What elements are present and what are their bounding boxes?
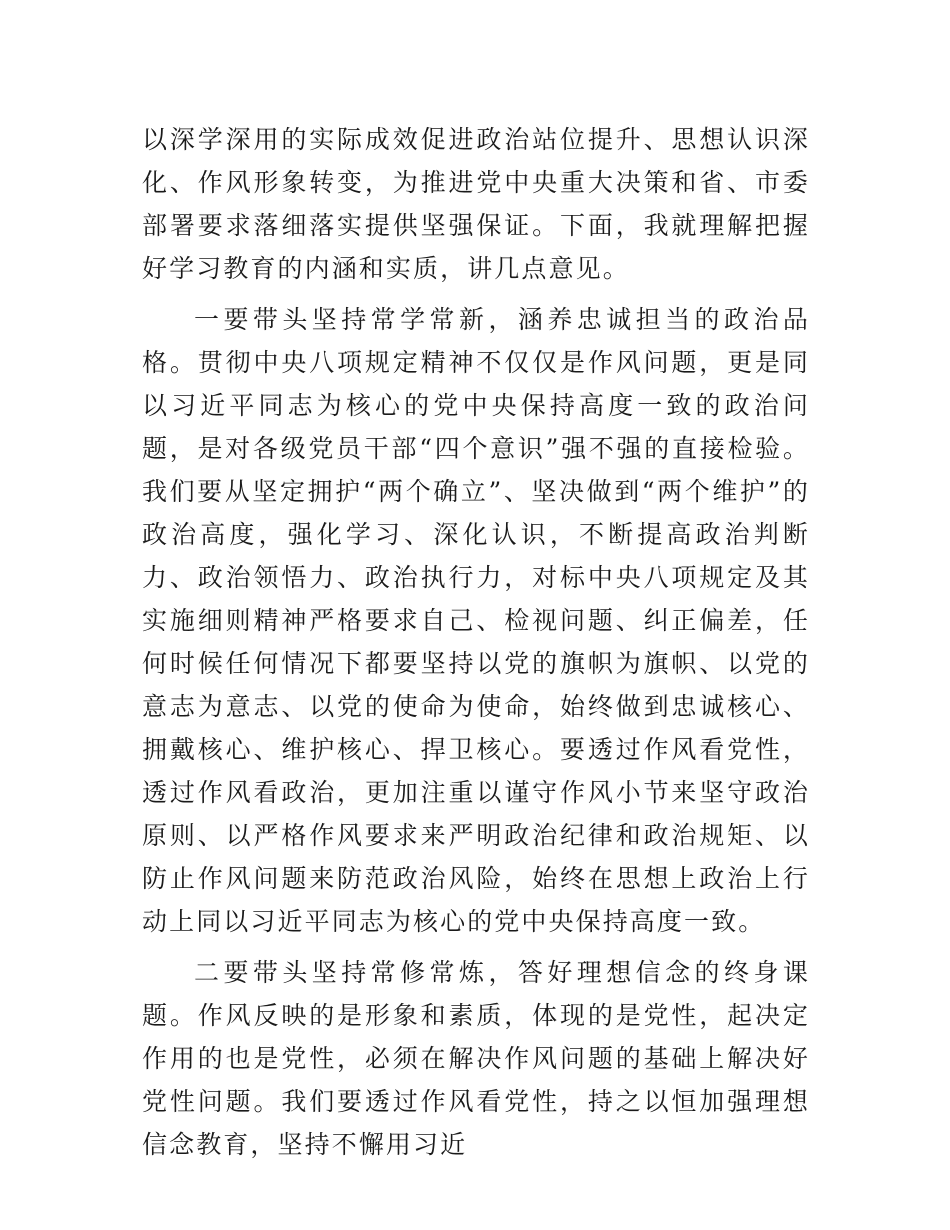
document-body: [142, 118, 810, 1166]
paragraph-intro-continuation: 以深学深用的实际成效促进政治站位提升、思想认识深化、作风形象转变，为推进党中央重大决策和省、市委部署要求落细落实提供坚强保证。下面，我就理解把握好学习教育的内涵和实质，讲几点意见。: [142, 125, 810, 283]
paragraph-point-one: 一要带头坚持常学常新，涵养忠诚担当的政治品格。贯彻中央八项规定精神不仅仅是作风问题，更是同以习近平同志为核心的党中央保持高度一致的政治问题，是对各级党员干部“四个意识”强不强的直接检验。我们要从坚定拥护“两个确立”、坚决做到“两个维护”的政治高度，强化学习、深化认识，不断提高政治判断力、政治领悟力、政治执行力，对标中央八项规定及其实施细则精神严格要求自己、检视问题、纠正偏差，任何时候任何情况下都要坚持以党的旗帜为旗帜、以党的意志为意志、以党的使命为使命，始终做到忠诚核心、拥戴核心、维护核心、捍卫核心。要透过作风看党性，透过作风看政治，更加注重以谨守作风小节来坚守政治原则、以严格作风要求来严明政治纪律和政治规矩、以防止作风问题来防范政治风险，始终在思想上政治上行动上同以习近平同志为核心的党中央保持高度一致。: [142, 305, 810, 936]
paragraph-point-two: 二要带头坚持常修常炼，答好理想信念的终身课题。作风反映的是形象和素质，体现的是党性，起决定作用的也是党性，必须在解决作风问题的基础上解决好党性问题。我们要透过作风看党性，持之以恒加强理想信念教育，坚持不懈用习近: [142, 958, 810, 1159]
